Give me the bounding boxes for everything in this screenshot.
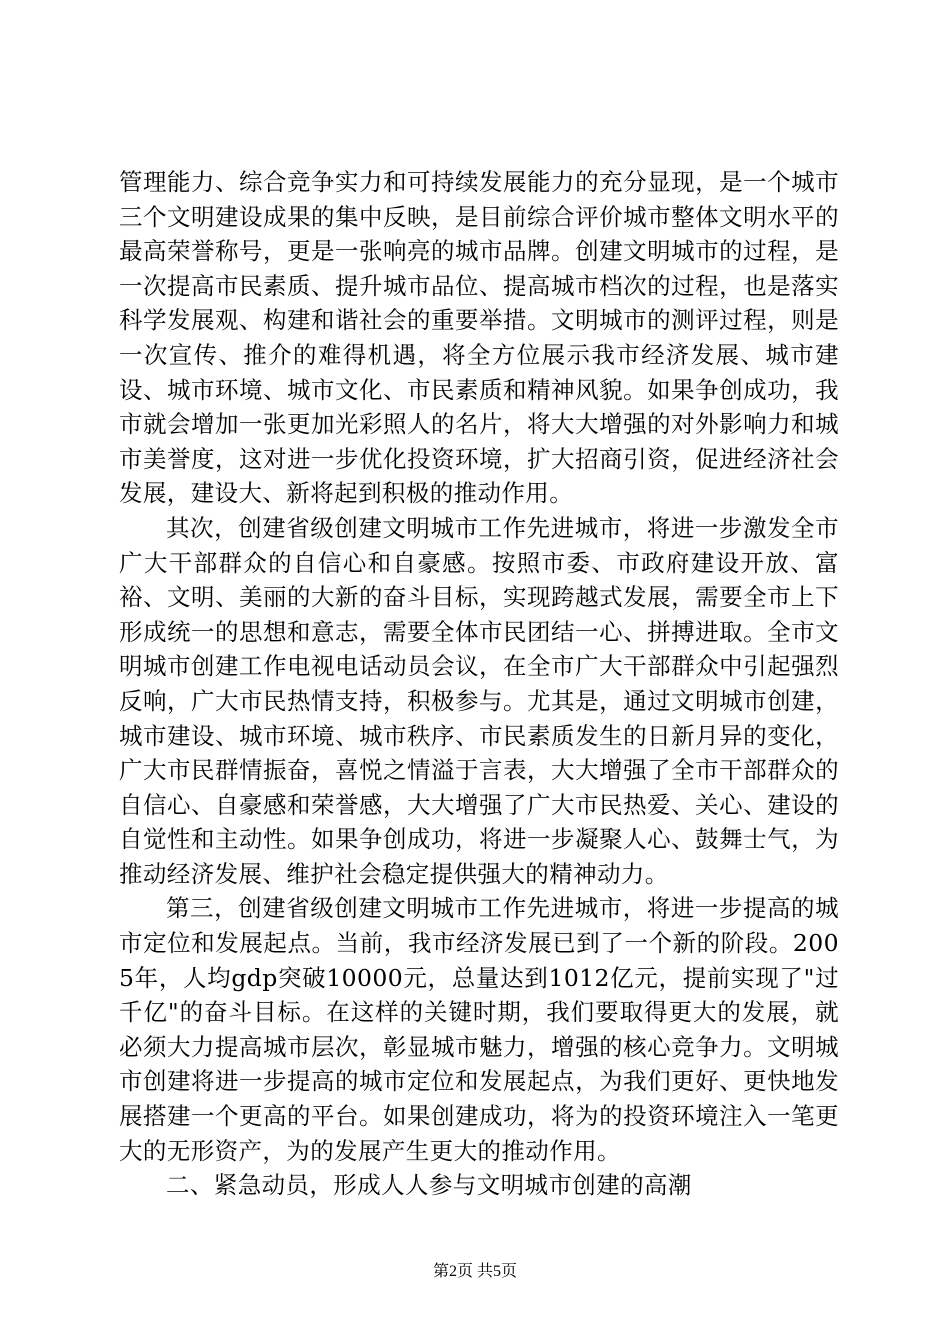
paragraph-second-confidence: 其次，创建省级创建文明城市工作先进城市，将进一步激发全市广大干部群众的自信心和自豪感。按照市委、市政府建设开放、富裕、文明、美丽的大新的奋斗目标，实现跨越式发展，需要全市上下形成统一的思想和意志，需要全体市民团结一心、拼搏进取。全市文明城市创建工作电视电话动员会议，在全市广大干部群众中引起强烈反响，广大市民热情支持，积极参与。尤其是，通过文明城市创建，城市建设、城市环境、城市秩序、市民素质发生的日新月异的变化，广大市民群情振奋，喜悦之情溢于言表，大大增强了全市干部群众的自信心、自豪感和荣誉感，大大增强了广大市民热爱、关心、建设的自觉性和主动性。如果争创成功，将进一步凝聚人心、鼓舞士气，为推动经济发展、维护社会稳定提供强大的精神动力。 — [119, 513, 839, 888]
paragraph-civilized-city-significance: 管理能力、综合竞争实力和可持续发展能力的充分显现，是一个城市三个文明建设成果的集中反映，是目前综合评价城市整体文明水平的最高荣誉称号，更是一张响亮的城市品牌。创建文明城市的过程，是一次提高市民素质、提升城市品位、提高城市档次的过程，也是落实科学发展观、构建和谐社会的重要举措。文明城市的测评过程，则是一次宣传、推介的难得机遇，将全方位展示我市经济发展、城市建设、城市环境、城市文化、市民素质和精神风貌。如果争创成功，我市就会增加一张更加光彩照人的名片，将大大增强的对外影响力和城市美誉度，这对进一步优化投资环境，扩大招商引资，促进经济社会发展，建设大、新将起到积极的推动作用。 — [119, 168, 839, 508]
paragraph-third-positioning: 第三，创建省级创建文明城市工作先进城市，将进一步提高的城市定位和发展起点。当前，我市经济发展已到了一个新的阶段。2005年，人均gdp突破10000元，总量达到1012亿元，提前实现了"过千亿"的奋斗目标。在这样的关键时期，我们要取得更大的发展，就必须大力提高城市层次，彰显城市魅力，增强的核心竞争力。文明城市创建将进一步提高的城市定位和发展起点，为我们更好、更快地发展搭建一个更高的平台。如果创建成功，将为的投资环境注入一笔更大的无形资产，为的发展产生更大的推动作用。 — [119, 894, 839, 1165]
document-body — [119, 165, 839, 1203]
section-heading-mobilization: 二、紧急动员，形成人人参与文明城市创建的高潮 — [166, 1171, 692, 1200]
page-number-footer: 第2页 共5页 — [432, 1263, 517, 1280]
